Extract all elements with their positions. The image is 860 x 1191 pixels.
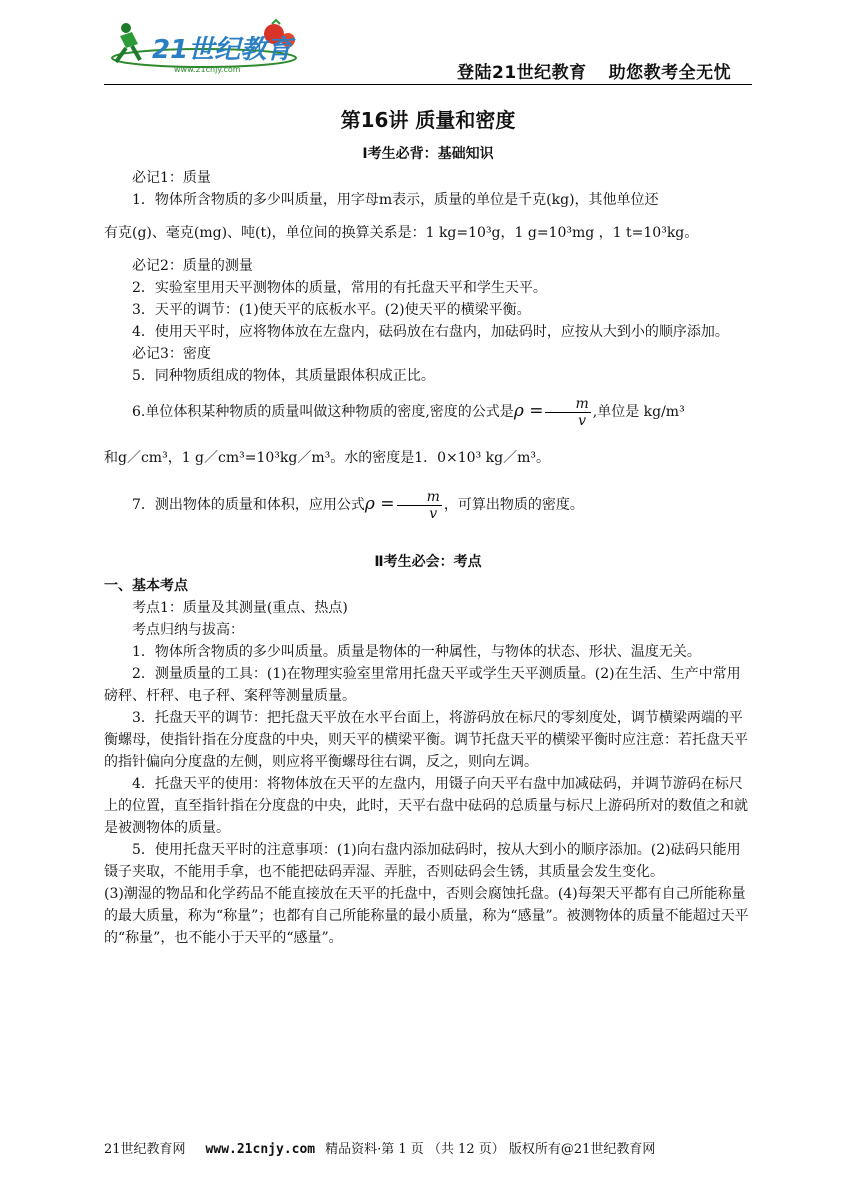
page-header <box>0 0 860 90</box>
paragraph: 3．天平的调节：(1)使天平的底板水平。(2)使天平的横梁平衡。 <box>132 302 531 318</box>
paragraph: 2．测量质量的工具：(1)在物理实验室里常用托盘天平或学生天平测质量。(2)在生活、生产中常用磅秤、杆秤、电子秤、案秤等测量质量。 <box>104 666 741 704</box>
paragraph: 2．实验室里用天平测物体的质量，常用的有托盘天平和学生天平。 <box>132 280 547 296</box>
paragraph: 3．托盘天平的调节：把托盘天平放在水平台面上，将游码放在标尺的零刻度处，调节横梁两端的平衡螺母，使指针指在分度盘的中央，则天平的横梁平衡。调节托盘天平的横梁平衡时应注意：若托盘天平的指针偏向分度盘的左侧，则应将平衡螺母往右调，反之，则向左调。 <box>104 710 748 770</box>
density-formula-lhs: ρ = <box>513 401 544 421</box>
paragraph-density-formula: 7．测出物体的质量和体积，应用公式ρ = $\frac{m}{v}$ ，可算出物质的密度。 <box>132 488 584 522</box>
density-formula-fraction: $\frac{m}{v}$ <box>397 489 442 522</box>
paragraph: (3)潮湿的物品和化学药品不能直接放在天平的托盘中，否则会腐蚀托盘。(4)每架天平都有自己所能称量的最大质量，称为“称量”；也都有自己所能称量的最小质量，称为“感量”。被测物体的质量不能超过天平的“称量”，也不能小于天平的“感量”。 <box>104 886 749 946</box>
slogan-right: 助您教考全无忧 <box>608 63 732 83</box>
logo-21-century-education <box>104 14 304 76</box>
footer-info: 精品资料·第 1 页 （共 12 页） 版权所有@21世纪教育网 <box>325 1142 656 1157</box>
part-title: 一、基本考点 <box>104 578 188 594</box>
paragraph: 必记3：密度 <box>132 346 211 362</box>
section-heading-key-points: Ⅱ考生必会：考点 <box>374 554 482 570</box>
paragraph: 4．使用天平时，应将物体放在左盘内，砝码放在右盘内，加砝码时，应按从大到小的顺序添加。 <box>132 324 729 340</box>
header-divider <box>104 84 752 85</box>
paragraph: 5．同种物质组成的物体，其质量跟体积成正比。 <box>132 368 435 384</box>
svg-text:21世纪教育: 21世纪教育 <box>152 35 293 65</box>
section-heading-basics: Ⅰ考生必背：基础知识 <box>362 146 494 162</box>
footer-site-link[interactable]: www.21cnjy.com <box>205 1142 316 1157</box>
footer-org: 21世纪教育网 <box>104 1142 186 1157</box>
paragraph: 5．使用托盘天平时的注意事项：(1)向右盘内添加砝码时，按从大到小的顺序添加。(2)砝码只能用镊子夹取，不能用手拿，也不能把砝码弄湿、弄脏，否则砝码会生锈，其质量会发生变化。 <box>104 842 741 880</box>
paragraph: 1．物体所含物质的多少叫质量。质量是物体的一种属性，与物体的状态、形状、温度无关。 <box>132 644 701 660</box>
paragraph: 必记1：质量 <box>132 170 211 186</box>
density-formula-fraction: $\frac{m}{v}$ <box>545 396 590 429</box>
svg-text:www.21cnjy.com: www.21cnjy.com <box>174 65 241 74</box>
document-body <box>104 98 752 949</box>
density-formula-lhs: ρ = <box>364 494 395 514</box>
paragraph: 考点1：质量及其测量(重点、热点) <box>132 600 348 616</box>
header-slogan <box>457 58 731 83</box>
page-footer <box>104 1138 752 1157</box>
paragraph: 4．托盘天平的使用：将物体放在天平的左盘内，用镊子向天平右盘中加减砝码，并调节游码在标尺上的位置，直至指针指在分度盘的中央，此时，天平右盘中砝码的总质量与标尺上游码所对的数值之和就是被测物体的质量。 <box>104 776 748 836</box>
paragraph: 有克(g)、毫克(mg)、吨(t)，单位间的换算关系是：1 kg=10³g，1 g=10³mg ，1 t=10³kg。 <box>104 225 699 241</box>
paragraph-density-definition: 6.单位体积某种物质的质量叫做这种物质的密度,密度的公式是ρ = $\frac{m}{v}$ ,单位是 kg/m³ <box>132 395 685 429</box>
paragraph: 考点归纳与拔高： <box>132 622 244 638</box>
paragraph: 1．物体所含物质的多少叫质量，用字母m表示，质量的单位是千克(kg)，其他单位还 <box>132 192 659 208</box>
paragraph: 必记2：质量的测量 <box>132 258 253 274</box>
paragraph: 和g／cm³，1 g／cm³=10³kg／m³。水的密度是1．0×10³ kg／m³。 <box>104 450 550 466</box>
slogan-left: 登陆21世纪教育 <box>457 63 587 83</box>
page-title: 第16讲 质量和密度 <box>340 108 516 132</box>
